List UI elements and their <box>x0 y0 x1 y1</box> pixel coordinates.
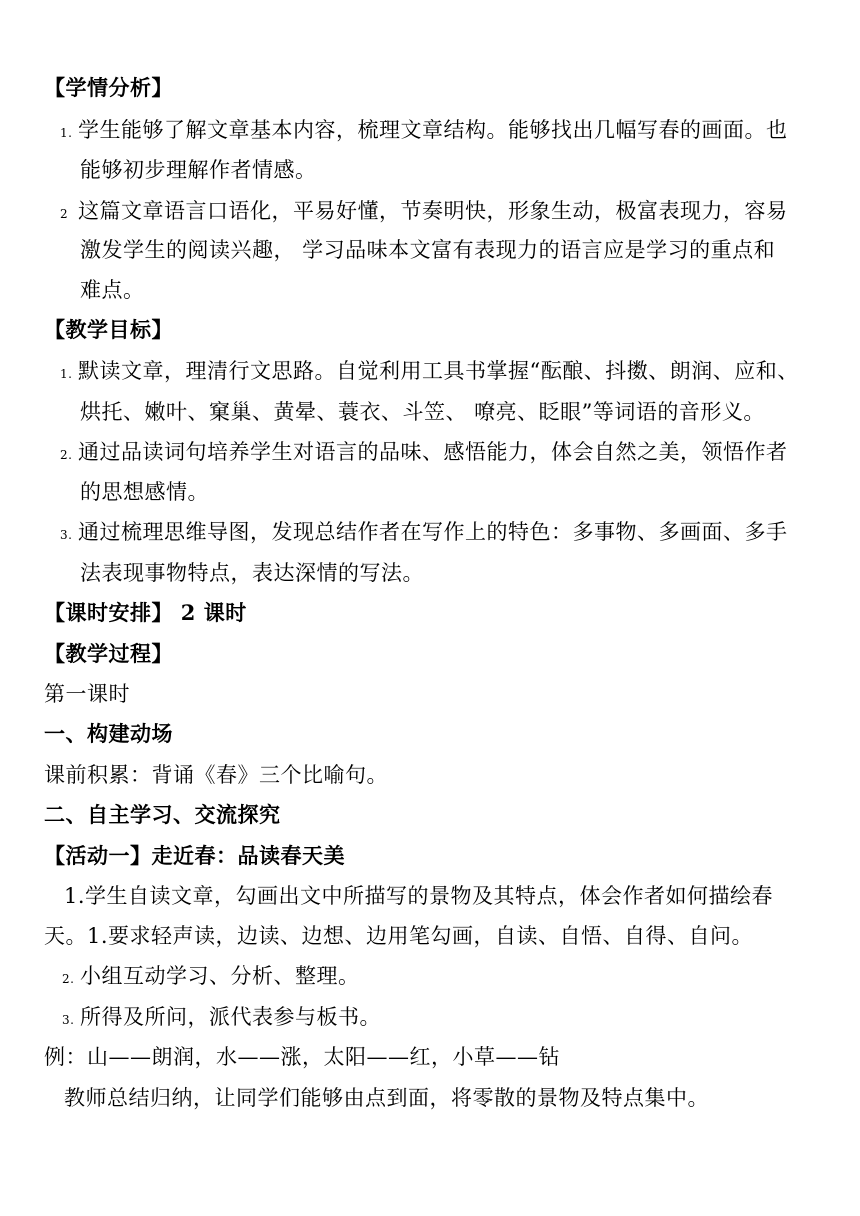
list-item <box>60 197 840 228</box>
part-title: 二、自主学习、交流探究 <box>44 802 281 827</box>
list-item <box>62 1003 860 1034</box>
paragraph-text: 所得及所问，派代表参与板书。 <box>80 1005 381 1029</box>
paragraph-text: 课前积累：背诵《春》三个比喻句。 <box>44 763 388 787</box>
list-number: 2. <box>60 448 73 462</box>
list-item <box>60 438 840 469</box>
list-number: 1. <box>60 367 73 381</box>
list-item <box>60 518 840 549</box>
paragraph-text: 小组互动学习、分析、整理。 <box>80 964 360 988</box>
list-number: 2. <box>62 972 75 986</box>
example-text: 例：山——朗润，水——涨，太阳——红，小草——钻 <box>44 1045 560 1069</box>
paragraph-text: 1.学生自读文章，勾画出文中所描写的景物及其特点，体会作者如何描绘春 <box>64 884 774 908</box>
list-item <box>60 357 840 388</box>
list-item <box>62 962 860 993</box>
summary-text: 教师总结归纳，让同学们能够由点到面，将零散的景物及特点集中。 <box>64 1086 709 1110</box>
paragraph-text: 的思想感情。 <box>80 480 209 504</box>
section-heading-teaching-goals: 【教学目标】 <box>44 317 173 342</box>
list-number: 3. <box>62 1013 75 1027</box>
section-heading-schedule: 【课时安排】 2 课时 <box>44 600 247 625</box>
paragraph-text: 这篇文章语言口语化，平易好懂，节奏明快，形象生动，极富表现力，容易 <box>78 199 788 223</box>
list-number: 3. <box>60 528 73 542</box>
paragraph-text: 天。1.要求轻声读，边读、边想、边用笔勾画，自读、自悟、自得、自问。 <box>44 924 754 948</box>
paragraph-text: 默读文章，理清行文思路。自觉利用工具书掌握“酝酿、抖擞、朗润、应和、 <box>78 359 799 383</box>
list-number: 1. <box>60 126 73 140</box>
part-title: 一、构建动场 <box>44 721 173 746</box>
section-heading-process: 【教学过程】 <box>44 641 173 666</box>
activity-title: 【活动一】走近春：品读春天美 <box>44 843 345 868</box>
paragraph-text: 法表现事物特点，表达深情的写法。 <box>80 561 424 585</box>
list-number: 2 <box>60 207 69 221</box>
paragraph-text: 烘托、嫩叶、窠巢、黄晕、蓑衣、斗笠、 嘹亮、眨眼”等词语的音形义。 <box>80 400 765 424</box>
lesson-label: 第一课时 <box>44 682 130 706</box>
paragraph-text: 能够初步理解作者情感。 <box>80 158 317 182</box>
section-heading-learning-analysis: 【学情分析】 <box>44 75 173 100</box>
paragraph-text: 难点。 <box>80 278 145 302</box>
paragraph-text: 学生能够了解文章基本内容，梳理文章结构。能够找出几幅写春的画面。也 <box>78 118 788 142</box>
paragraph-text: 通过梳理思维导图，发现总结作者在写作上的特色：多事物、多画面、多手 <box>78 520 788 544</box>
paragraph-text: 通过品读词句培养学生对语言的品味、感悟能力，体会自然之美，领悟作者 <box>78 440 788 464</box>
list-item <box>60 116 840 147</box>
paragraph-text: 激发学生的阅读兴趣， 学习品味本文富有表现力的语言应是学习的重点和 <box>80 238 776 262</box>
